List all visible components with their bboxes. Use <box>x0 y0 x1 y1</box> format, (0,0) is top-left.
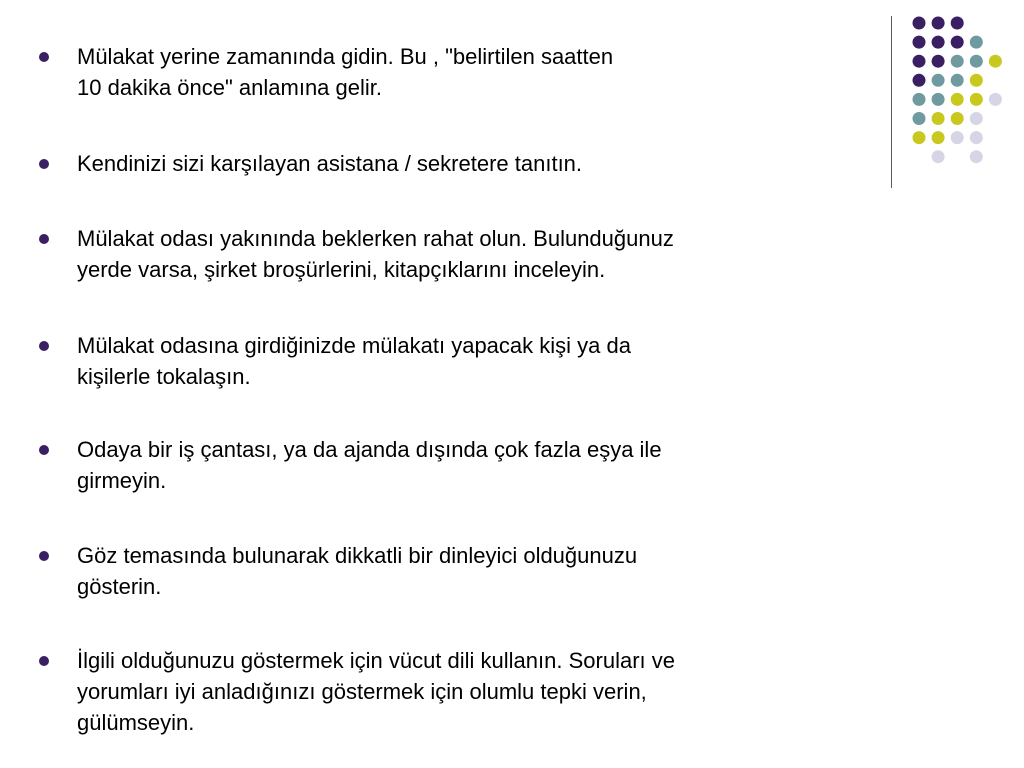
bullet-dot-icon <box>39 52 49 62</box>
decorative-dot-purple <box>913 74 926 87</box>
decorative-dot-yellow <box>989 55 1002 68</box>
decorative-dot-purple <box>932 55 945 68</box>
bullet-item <box>77 540 877 602</box>
decorative-dot-yellow <box>970 74 983 87</box>
bullet-text-line: Göz temasında bulunarak dikkatli bir dinleyici olduğunuzu <box>77 543 638 568</box>
bullet-text-line: Mülakat odası yakınında beklerken rahat olun. Bulunduğunuz <box>77 226 674 251</box>
decorative-dot-teal <box>970 55 983 68</box>
bullet-text-line: Mülakat odasına girdiğinizde mülakatı yapacak kişi ya da <box>77 333 631 358</box>
decorative-dot-teal <box>913 93 926 106</box>
decorative-dot-yellow <box>951 112 964 125</box>
bullet-item <box>77 645 877 738</box>
decorative-dot-purple <box>951 17 964 30</box>
decorative-dot-teal <box>951 74 964 87</box>
bullet-dot-icon <box>39 656 49 666</box>
bullet-text-line: yorumları iyi anladığınızı göstermek için olumlu tepki verin, <box>77 679 647 704</box>
decorative-dot-teal <box>951 55 964 68</box>
decorative-dot-lavender <box>970 150 983 163</box>
decorative-dot-purple <box>932 17 945 30</box>
bullet-item <box>77 434 877 496</box>
decorative-dot-purple <box>913 36 926 49</box>
vertical-divider <box>891 16 892 188</box>
decorative-dot-lavender <box>989 93 1002 106</box>
decorative-dot-purple <box>932 36 945 49</box>
bullet-item <box>77 41 877 103</box>
decorative-dot-teal <box>913 112 926 125</box>
decorative-dot-purple <box>951 36 964 49</box>
bullet-text-line: İlgili olduğunuzu göstermek için vücut dili kullanın. Soruları ve <box>77 648 675 673</box>
bullet-text-line: Odaya bir iş çantası, ya da ajanda dışında çok fazla eşya ile <box>77 437 662 462</box>
bullet-item <box>77 223 877 285</box>
decorative-dot-lavender <box>932 150 945 163</box>
bullet-dot-icon <box>39 445 49 455</box>
bullet-text-line: 10 dakika önce" anlamına gelir. <box>77 75 383 100</box>
decorative-dot-teal <box>932 93 945 106</box>
bullet-dot-icon <box>39 159 49 169</box>
bullet-text-line: Mülakat yerine zamanında gidin. Bu , "belirtilen saatten <box>77 44 614 69</box>
decorative-dot-yellow <box>970 93 983 106</box>
bullet-item <box>77 330 877 392</box>
decorative-dot-purple <box>913 17 926 30</box>
decorative-dot-lavender <box>951 131 964 144</box>
bullet-text-line: Kendinizi sizi karşılayan asistana / sekretere tanıtın. <box>77 151 583 176</box>
decorative-dot-yellow <box>951 93 964 106</box>
bullet-text-line: yerde varsa, şirket broşürlerini, kitapçıklarını inceleyin. <box>77 257 606 282</box>
decorative-dot-yellow <box>932 131 945 144</box>
bullet-text-line: girmeyin. <box>77 468 167 493</box>
decorative-dot-lavender <box>970 131 983 144</box>
bullet-dot-icon <box>39 234 49 244</box>
decorative-dot-purple <box>913 55 926 68</box>
bullet-text-line: gülümseyin. <box>77 710 195 735</box>
bullet-dot-icon <box>39 341 49 351</box>
bullet-item <box>77 148 877 179</box>
decorative-dot-teal <box>970 36 983 49</box>
bullet-text-line: gösterin. <box>77 574 162 599</box>
bullet-text-line: kişilerle tokalaşın. <box>77 364 251 389</box>
decorative-dot-yellow <box>932 112 945 125</box>
bullet-dot-icon <box>39 551 49 561</box>
decorative-dot-teal <box>932 74 945 87</box>
decorative-dot-yellow <box>913 131 926 144</box>
decorative-dot-lavender <box>970 112 983 125</box>
